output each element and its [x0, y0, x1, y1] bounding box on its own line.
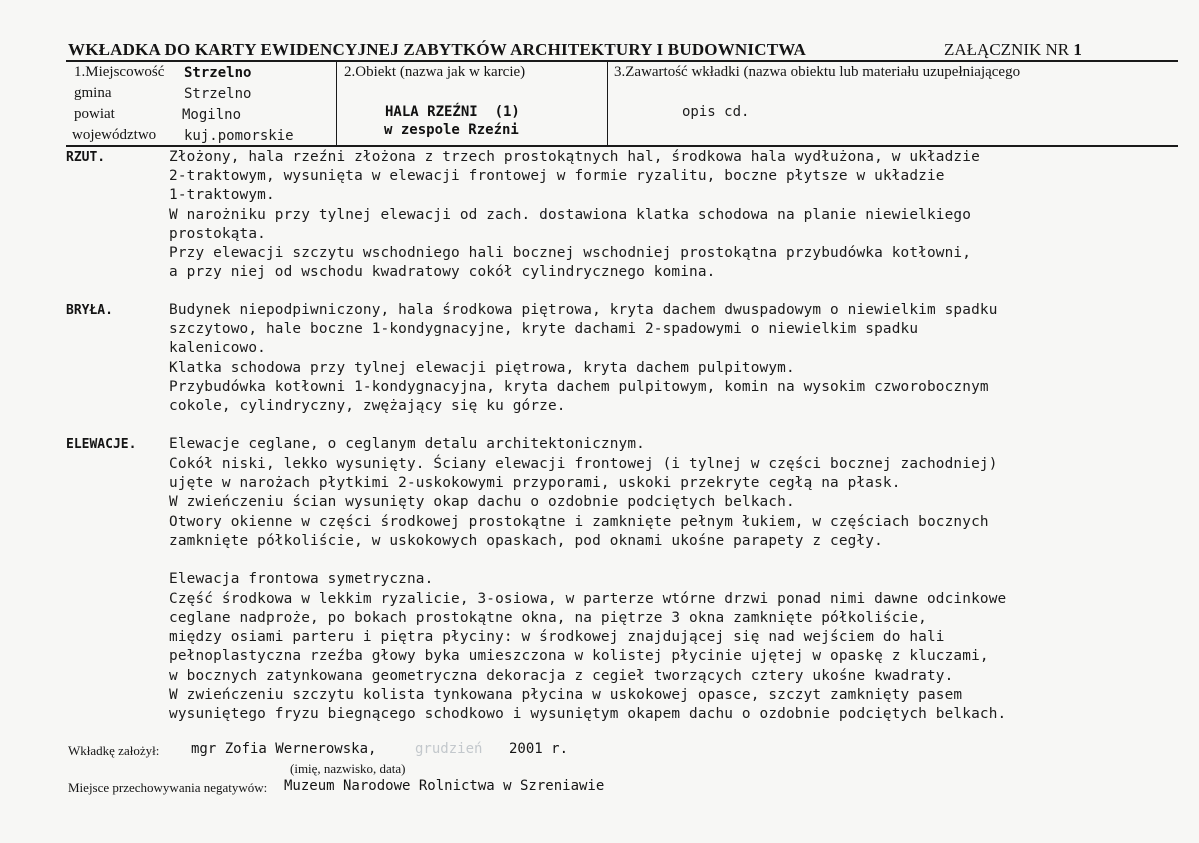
storage-label: Miejsce przechowywania negatywów: — [68, 780, 268, 795]
body-line: Budynek niepodpiwniczony, hala środkowa piętrowa, kryta dachem dwuspadowym o niewielkim spadku — [169, 302, 998, 318]
attachment-number: 1 — [1073, 40, 1082, 59]
gmina-value: Strzelno — [184, 86, 252, 102]
document-title: WKŁADKA DO KARTY EWIDENCYJNEJ ZABYTKÓW ARCHITEKTURY I BUDOWNICTWA — [68, 40, 807, 59]
body-line: cokole, cylindryczny, zwężający się ku górze. — [169, 398, 566, 414]
gmina-label: gmina — [74, 85, 112, 101]
body-line: pełnoplastyczna rzeźba głowy byka umieszczona w kolistej płycinie ujętej w opaskę z kluczami, — [169, 648, 989, 664]
body-line: między osiami parteru i piętra płyciny: w środkowej znajdującej się nad wejściem do hali — [169, 629, 945, 645]
body-line: Cokół niski, lekko wysunięty. Ściany elewacji frontowej (i tylnej w części bocznej zachodniej) — [169, 456, 998, 472]
body-line: w bocznych zatynkowana geometryczna dekoracja z cegieł tworzących cztery ukośne kwadraty. — [169, 668, 954, 684]
body-line: W zwieńczeniu ścian wysunięty okap dachu o ozdobnie podciętych belkach. — [169, 494, 795, 510]
field3-value: opis cd. — [682, 104, 750, 120]
body-line: W narożniku przy tylnej elewacji od zach. dostawiona klatka schodowa na planie niewielkiego — [169, 207, 972, 223]
field1-place: Strzelno — [184, 65, 252, 81]
attachment-label — [944, 40, 1082, 60]
column-divider-1 — [336, 61, 337, 146]
object-name: HALA RZEŹNI (1) — [385, 104, 520, 120]
body-line: ujęte w narożach płytkimi 2-uskokowymi przyporami, uskoki przekryte cegłą na płask. — [169, 475, 901, 491]
body-line: a przy niej od wschodu kwadratowy cokół cylindrycznego komina. — [169, 264, 716, 280]
field3-label: 3.Zawartość wkładki (nazwa obiektu lub materiału uzupełniającego — [614, 64, 1021, 80]
section-label-elewacje: ELEWACJE. — [66, 437, 137, 452]
body-line: Klatka schodowa przy tylnej elewacji piętrowa, kryta dachem pulpitowym. — [169, 360, 795, 376]
body-line: W zwieńczeniu szczytu kolista tynkowana płycina w uskokowej opasce, szczyt zamknięty pasem — [169, 687, 963, 703]
author-month: grudzień — [415, 741, 483, 757]
powiat-label: powiat — [74, 106, 115, 122]
section-label-bryla: BRYŁA. — [66, 303, 113, 318]
body-line: szczytowo, hale boczne 1-kondygnacyjne, kryte dachami 2-spadowymi o niewielkim spadku — [169, 321, 919, 337]
wojewodztwo-label: województwo — [72, 127, 157, 143]
author-hint: (imię, nazwisko, data) — [290, 761, 406, 776]
author-name: mgr Zofia Wernerowska, — [191, 741, 377, 757]
header-rule-bottom — [66, 145, 1178, 147]
powiat-value: Mogilno — [182, 107, 242, 123]
body-line: Część środkowa w lekkim ryzalicie, 3-osiowa, w parterze wtórne drzwi ponad nimi dawne odcinkowe — [169, 591, 1007, 607]
author-year: 2001 r. — [509, 741, 569, 757]
body-line: 1-traktowym. — [169, 187, 275, 203]
section-label-rzut: RZUT. — [66, 150, 106, 165]
body-line: Otwory okienne w części środkowej prostokątne i zamknięte pełnym łukiem, w częściach bocznych — [169, 514, 989, 530]
body-line: Przybudówka kotłowni 1-kondygnacyjna, kryta dachem pulpitowym, komin na wysokim czworobocznym — [169, 379, 989, 395]
storage-value: Muzeum Narodowe Rolnictwa w Szreniawie — [284, 778, 605, 794]
body-line: wysuniętego fryzu biegnącego schodkowo i wysuniętym okapem dachu o ozdobnie podciętych belkach. — [169, 706, 1007, 722]
body-line: 2-traktowym, wysunięta w elewacji frontowej w formie ryzalitu, boczne płytsze w układzie — [169, 168, 945, 184]
body-line: Złożony, hala rzeźni złożona z trzech prostokątnych hal, środkowa hala wydłużona, w układzie — [169, 149, 980, 165]
column-divider-2 — [607, 61, 608, 146]
body-line: kalenicowo. — [169, 340, 266, 356]
body-line: Elewacje ceglane, o ceglanym detalu architektonicznym. — [169, 436, 645, 452]
body-line: Elewacja frontowa symetryczna. — [169, 571, 434, 587]
header-rule-top — [66, 60, 1178, 62]
author-label: Wkładkę założył: — [68, 743, 160, 758]
attachment-label-text: ZAŁĄCZNIK NR — [944, 40, 1070, 59]
body-line: ceglane nadproże, po bokach prostokątne okna, na piętrze 3 okna zamknięte półkoliście, — [169, 610, 927, 626]
field1-label: 1.Miejscowość — [74, 64, 165, 80]
body-line: Przy elewacji szczytu wschodniego hali bocznej wschodniej prostokątna przybudówka kotłowni, — [169, 245, 972, 261]
wojewodztwo-value: kuj.pomorskie — [184, 128, 294, 144]
field2-label: 2.Obiekt (nazwa jak w karcie) — [344, 64, 526, 80]
body-line: zamknięte półkoliście, w uskokowych opaskach, pod oknami ukośne parapety z cegły. — [169, 533, 883, 549]
object-complex: w zespole Rzeźni — [384, 122, 519, 138]
body-line: prostokąta. — [169, 226, 266, 242]
